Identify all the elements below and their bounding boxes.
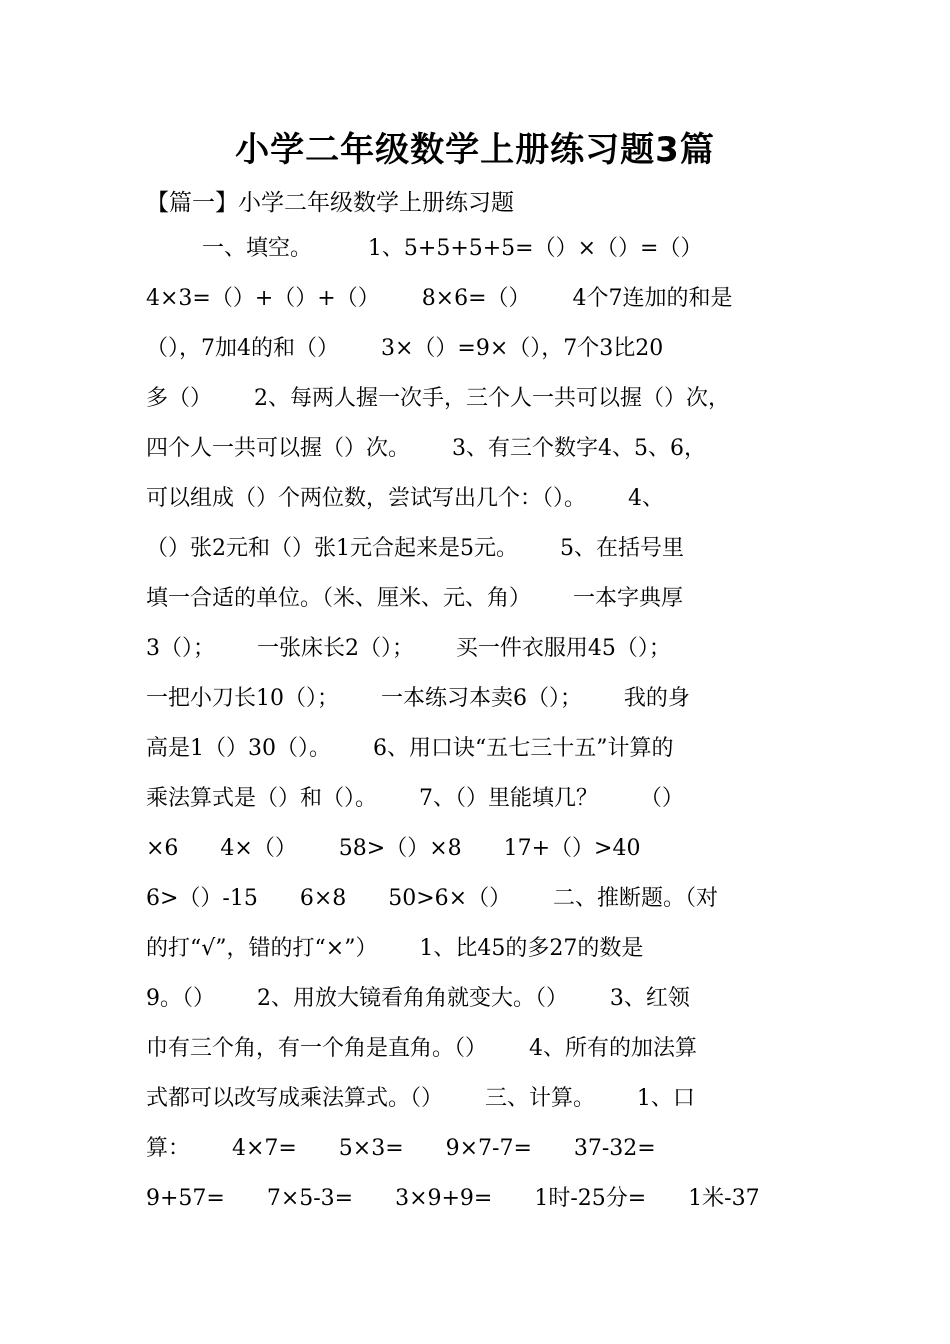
text-line: 乘法算式是（）和（）。 7、（）里能填几？ （） [146,786,684,811]
text-line: 9。（） 2、用放大镜看角角就变大。（） 3、红领 [146,986,690,1011]
text-line: 巾有三个角，有一个角是直角。（） 4、所有的加法算 [146,1036,697,1061]
text-line: 一、填空。 1、5+5+5+5=（）×（）=（） [146,236,703,261]
text-line: 3（）； 一张床长2（）； 买一件衣服用45（）； [146,636,671,661]
text-line: 多（） 2、每两人握一次手，三个人一共可以握（）次， [146,386,730,411]
text-line: 4×3=（）+（）+（） 8×6=（） 4个7连加的和是 [146,286,733,311]
text-line: 式都可以改写成乘法算式。（） 三、计算。 1、口 [146,1086,695,1111]
text-line: 9+57= 7×5-3= 3×9+9= 1时-25分= 1米-37 [146,1186,760,1211]
section-heading: 【篇一】小学二年级数学上册练习题 [146,190,514,216]
text-line: 填一合适的单位。（米、厘米、元、角） 一本字典厚 [146,586,683,611]
text-line: 可以组成（）个两位数，尝试写出几个：（）。 4、 [146,486,664,511]
text-line: 一把小刀长10（）； 一本练习本卖6（）； 我的身 [146,686,690,711]
text-line: 高是1（）30（）。 6、用口诀“五七三十五”计算的 [146,736,674,761]
document-title: 小学二年级数学上册练习题3篇 [235,130,715,170]
text-line: 算： 4×7= 5×3= 9×7-7= 37-32= [146,1136,656,1161]
text-line: ×6 4×（） 58>（）×8 17+（）>40 [146,836,641,861]
body-text [146,232,810,1232]
text-line: （），7加4的和（） 3×（）=9×（），7个3比20 [146,336,664,361]
text-line: （）张2元和（）张1元合起来是5元。 5、在括号里 [146,536,684,561]
text-line: 的打“√”，错的打“×”） 1、比45的多27的数是 [146,936,644,961]
text-line: 四个人一共可以握（）次。 3、有三个数字4、5、6， [146,436,706,461]
text-line: 6>（）-15 6×8 50>6×（） 二、推断题。（对 [146,886,719,911]
